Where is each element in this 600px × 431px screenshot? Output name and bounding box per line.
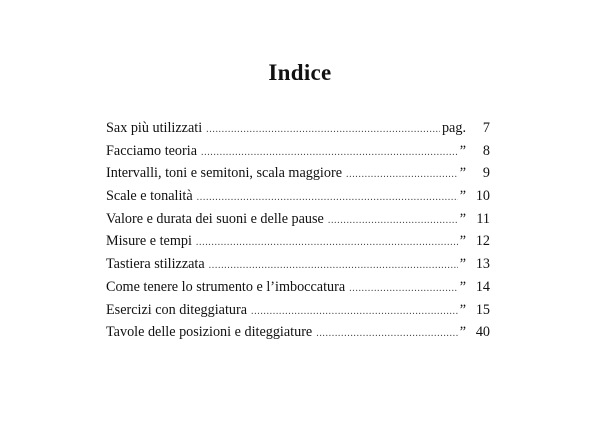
toc-entry-page: 8 — [482, 142, 490, 159]
toc-dot-leader — [316, 324, 457, 341]
toc-entry-ref: ” — [459, 278, 466, 295]
toc-entry-ref: ” — [459, 256, 466, 273]
toc-entry-ref: ” — [459, 301, 466, 318]
toc-entry-page: 11 — [476, 210, 490, 227]
toc-entry-label: Facciamo teoria — [106, 142, 197, 159]
table-of-contents — [106, 120, 490, 347]
toc-entry — [106, 120, 490, 143]
toc-dot-leader — [349, 279, 458, 296]
toc-entry-page: 12 — [475, 233, 490, 250]
toc-entry-page: 15 — [475, 301, 490, 318]
toc-entry-label: Intervalli, toni e semitoni, scala maggiore — [106, 165, 342, 182]
toc-entry-ref: ” — [459, 210, 466, 227]
toc-entry-page: 14 — [475, 278, 490, 295]
toc-dot-leader — [197, 188, 458, 205]
toc-dot-leader — [209, 256, 458, 273]
toc-entry-page: 7 — [482, 120, 490, 136]
toc-entry-ref: ” — [459, 324, 466, 341]
toc-entry — [106, 279, 490, 302]
toc-dot-leader — [346, 165, 458, 182]
toc-entry-label: Sax più utilizzati — [106, 120, 203, 136]
toc-entry-label: Tastiera stilizzata — [106, 256, 205, 273]
toc-entry — [106, 211, 490, 234]
toc-dot-leader — [196, 233, 458, 250]
toc-entry-ref: ” — [459, 233, 466, 250]
toc-dot-leader — [251, 302, 458, 319]
toc-entry-page: 9 — [482, 165, 490, 182]
toc-entry-label: Misure e tempi — [106, 233, 192, 250]
page-title: Indice — [268, 60, 332, 85]
toc-entry-label: Scale e tonalità — [106, 188, 193, 205]
toc-dot-leader — [328, 211, 458, 228]
toc-entry-page: 13 — [475, 256, 490, 273]
toc-entry — [106, 188, 490, 211]
toc-entry-page: 10 — [475, 188, 490, 205]
toc-entry — [106, 233, 490, 256]
toc-entry-ref: ” — [459, 188, 466, 205]
toc-entry-ref: pag. — [441, 120, 466, 136]
toc-entry-label: Come tenere lo strumento e l’imboccatura — [106, 278, 346, 295]
toc-entry-label: Tavole delle posizioni e diteggiature — [106, 324, 313, 341]
toc-dot-leader — [206, 120, 440, 137]
toc-entry — [106, 165, 490, 188]
toc-entry — [106, 302, 490, 325]
toc-entry — [106, 143, 490, 166]
toc-entry-label: Valore e durata dei suoni e delle pause — [106, 210, 324, 227]
toc-entry-label: Esercizi con diteggiatura — [106, 301, 248, 318]
toc-entry — [106, 256, 490, 279]
toc-entry-page: 40 — [475, 324, 490, 341]
toc-dot-leader — [201, 143, 458, 160]
toc-entry-ref: ” — [459, 165, 466, 182]
toc-entry — [106, 324, 490, 347]
toc-entry-ref: ” — [459, 142, 466, 159]
